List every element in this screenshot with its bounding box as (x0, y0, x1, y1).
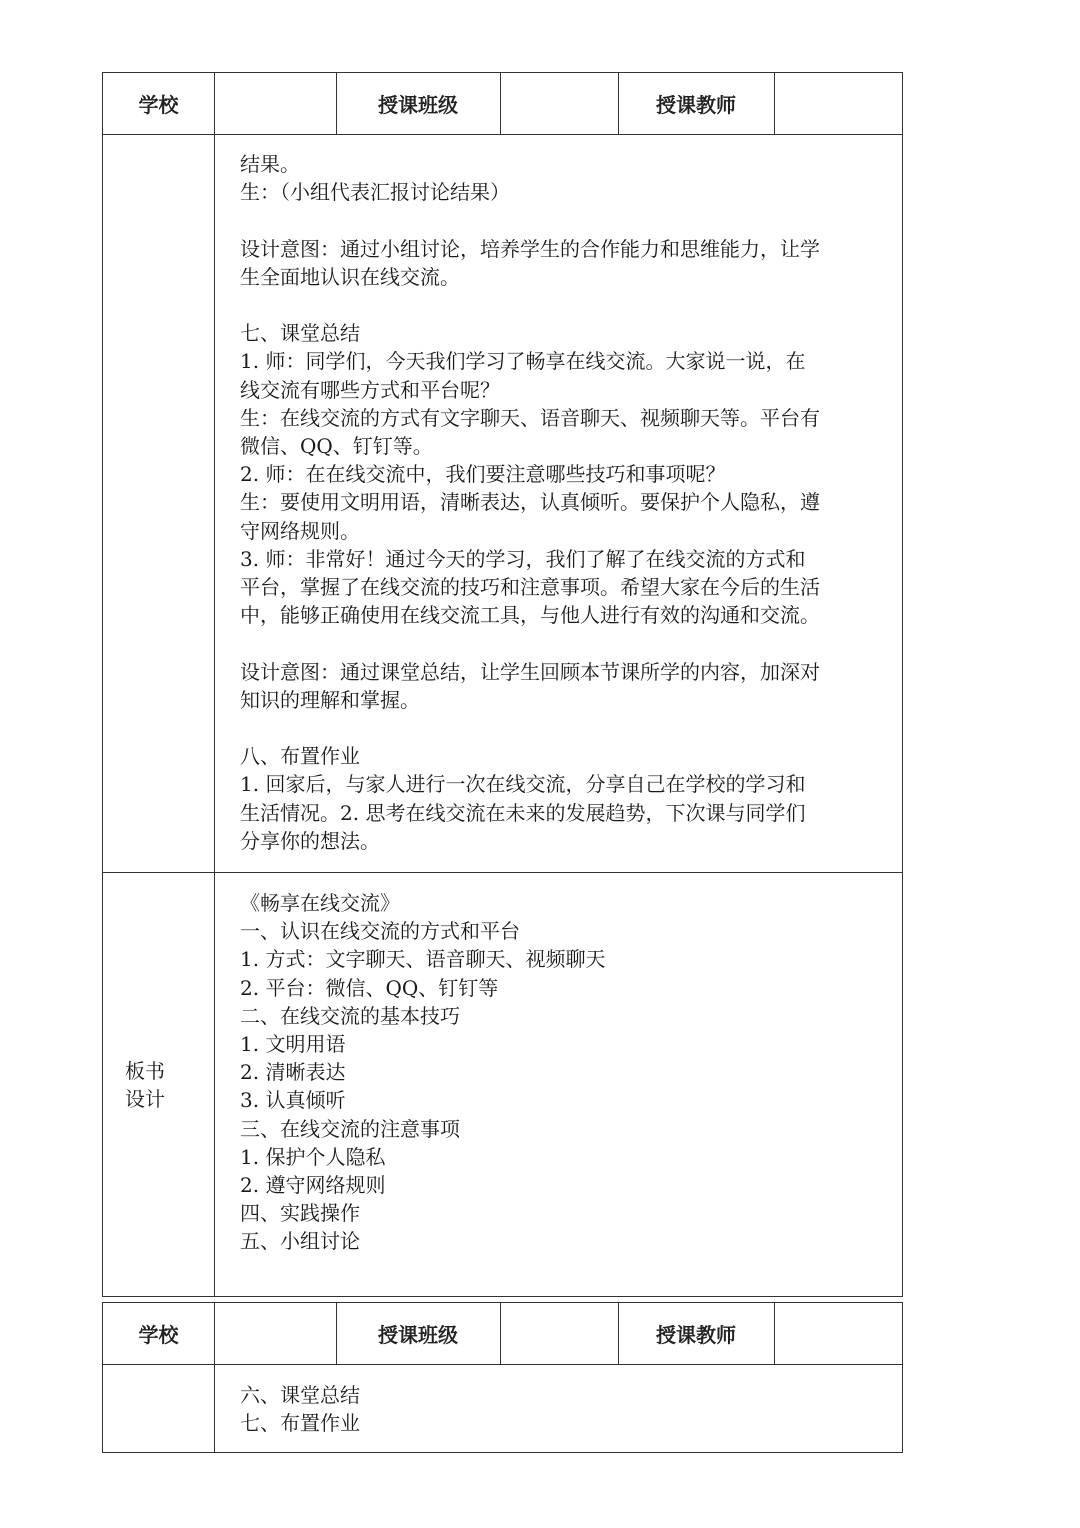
text-line: 守网络规则。 (240, 518, 360, 543)
board-line: 1. 方式：文字聊天、语音聊天、视频聊天 (240, 947, 606, 972)
board-line: 2. 遵守网络规则 (240, 1173, 386, 1198)
board-line: 一、认识在线交流的方式和平台 (240, 919, 520, 944)
text-line: 六、课堂总结 (240, 1383, 360, 1407)
text-line: 生：在线交流的方式有文字聊天、语音聊天、视频聊天等。平台有 (240, 405, 820, 430)
text-line: 设计意图：通过小组讨论，培养学生的合作能力和思维能力，让学 (240, 236, 820, 261)
board-line: 1. 文明用语 (240, 1032, 346, 1057)
text-line: 2. 师：在在线交流中，我们要注意哪些技巧和事项呢？ (240, 462, 726, 487)
text-line: 生：（小组代表汇报讨论结果） (240, 180, 510, 205)
text-line: 知识的理解和掌握。 (240, 687, 420, 712)
board-line: 2. 清晰表达 (240, 1060, 346, 1085)
lesson-plan-table (102, 72, 903, 1297)
text-line: 结果。 (240, 152, 300, 176)
board-line: 四、实践操作 (240, 1201, 360, 1226)
board-design-label-line1: 板书 (125, 1059, 165, 1083)
header-row-page2 (103, 1303, 902, 1365)
school-label: 学校 (138, 93, 179, 117)
text-line: 七、课堂总结 (240, 321, 360, 346)
teacher-label: 授课教师 (656, 1323, 736, 1347)
school-value-cell (214, 1303, 336, 1364)
board-design-label-line2: 设计 (125, 1087, 165, 1111)
school-value-cell (214, 73, 336, 134)
board-line: 二、在线交流的基本技巧 (240, 1003, 460, 1028)
text-line: 微信、QQ、钉钉等。 (240, 434, 433, 458)
class-value-cell (500, 1303, 618, 1364)
text-line: 生：要使用文明用语，清晰表达，认真倾听。要保护个人隐私，遵 (240, 490, 820, 515)
text-line: 生全面地认识在线交流。 (240, 264, 460, 289)
header-row (103, 73, 902, 135)
teacher-label: 授课教师 (656, 93, 736, 117)
teacher-value-cell (774, 1303, 902, 1364)
board-line: 3. 认真倾听 (240, 1088, 346, 1113)
board-design-row (103, 873, 902, 1296)
text-line: 七、布置作业 (240, 1411, 360, 1436)
lesson-process-row (103, 135, 902, 873)
text-line: 线交流有哪些方式和平台呢？ (240, 377, 500, 402)
summary-content (240, 1381, 878, 1437)
class-label: 授课班级 (378, 93, 458, 117)
text-line (240, 629, 878, 657)
board-design-content (240, 889, 878, 1256)
text-line: 平台，掌握了在线交流的技巧和注意事项。希望大家在今后的生活 (240, 575, 820, 600)
summary-row (103, 1365, 902, 1452)
text-line (240, 291, 878, 319)
board-line: 五、小组讨论 (240, 1229, 360, 1254)
lesson-process-content (240, 150, 878, 855)
text-line: 3. 师：非常好！通过今天的学习，我们了解了在线交流的方式和 (240, 546, 806, 571)
class-label: 授课班级 (378, 1323, 458, 1347)
board-line: 1. 保护个人隐私 (240, 1144, 386, 1169)
board-line: 2. 平台：微信、QQ、钉钉等 (240, 975, 499, 1000)
text-line: 1. 师：同学们，今天我们学习了畅享在线交流。大家说一说，在 (240, 349, 806, 374)
text-line: 分享你的想法。 (240, 828, 380, 853)
board-design-label (125, 1057, 165, 1113)
teacher-value-cell (774, 73, 902, 134)
lesson-plan-table-page2 (102, 1302, 903, 1453)
school-label: 学校 (138, 1323, 179, 1347)
text-line (240, 206, 878, 234)
text-line: 1. 回家后，与家人进行一次在线交流，分享自己在学校的学习和 (240, 772, 806, 797)
board-line: 《畅享在线交流》 (240, 891, 400, 915)
text-line: 设计意图：通过课堂总结，让学生回顾本节课所学的内容，加深对 (240, 659, 820, 684)
class-value-cell (500, 73, 618, 134)
board-line: 三、在线交流的注意事项 (240, 1116, 460, 1141)
text-line: 生活情况。2. 思考在线交流在未来的发展趋势，下次课与同学们 (240, 800, 806, 825)
text-line: 中，能够正确使用在线交流工具，与他人进行有效的沟通和交流。 (240, 603, 820, 628)
text-line: 八、布置作业 (240, 744, 360, 769)
text-line (240, 714, 878, 742)
